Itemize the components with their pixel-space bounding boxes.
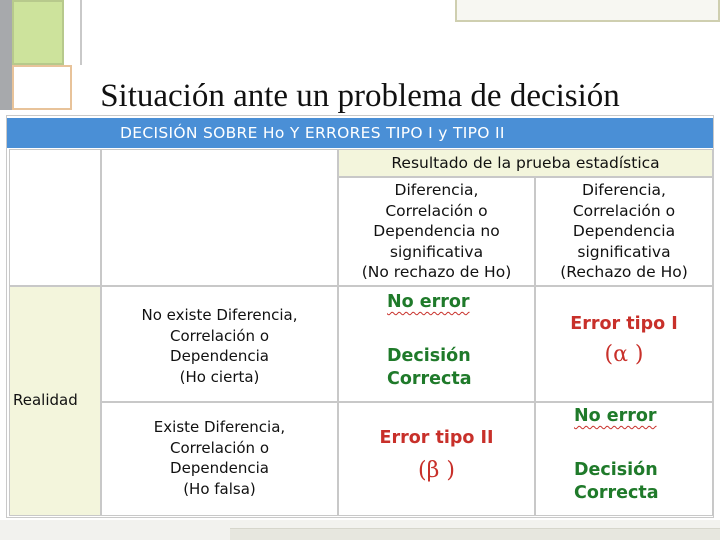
row-header-ho-false <box>101 402 338 516</box>
table-banner <box>7 118 713 148</box>
decorative-block <box>64 0 82 65</box>
decorative-footer <box>230 528 720 540</box>
error-type-1-label: Error tipo I <box>570 314 678 334</box>
row-header-ho-false-text: Existe Diferencia, Correlación o Dependencia (Ho falsa) <box>153 418 286 498</box>
alpha-symbol: (α ) <box>604 342 644 367</box>
empty-header-cell <box>101 149 338 286</box>
empty-header-cell <box>9 149 101 286</box>
result-header-text: Resultado de la prueba estadística <box>391 154 660 172</box>
no-error-label: No error <box>574 406 657 426</box>
cell-ho-true-not-rejected <box>338 286 535 402</box>
table-banner-text: DECISIÓN SOBRE Ho Y ERRORES TIPO I y TIPO II <box>120 124 505 142</box>
cell-ho-false-rejected <box>535 402 713 516</box>
reality-label-cell <box>9 286 101 516</box>
column-header-significant-text: Diferencia, Correlación o Dependencia significativa (Rechazo de Ho) <box>560 181 688 281</box>
correct-decision-label: Decisión Correcta <box>574 460 659 503</box>
column-header-significant <box>535 177 713 286</box>
decorative-block <box>455 0 720 22</box>
row-header-ho-true-text: No existe Diferencia, Correlación o Dependencia (Ho cierta) <box>141 306 298 386</box>
row-header-ho-true <box>101 286 338 402</box>
cell-ho-false-not-rejected <box>338 402 535 516</box>
result-header-cell <box>338 149 713 177</box>
no-error-label: No error <box>387 292 470 312</box>
correct-decision-label: Decisión Correcta <box>387 346 472 389</box>
cell-ho-true-rejected <box>535 286 713 402</box>
column-header-non-significant-text: Diferencia, Correlación o Dependencia no significativa (No rechazo de Ho) <box>361 181 512 281</box>
decision-table-figure <box>6 115 714 518</box>
column-header-non-significant <box>338 177 535 286</box>
error-type-2-label: Error tipo II <box>379 428 494 448</box>
reality-label: Realidad <box>13 391 78 409</box>
slide-title: Situación ante un problema de decisión <box>100 78 620 114</box>
beta-symbol: (β ) <box>418 458 455 483</box>
decorative-block <box>12 0 64 65</box>
